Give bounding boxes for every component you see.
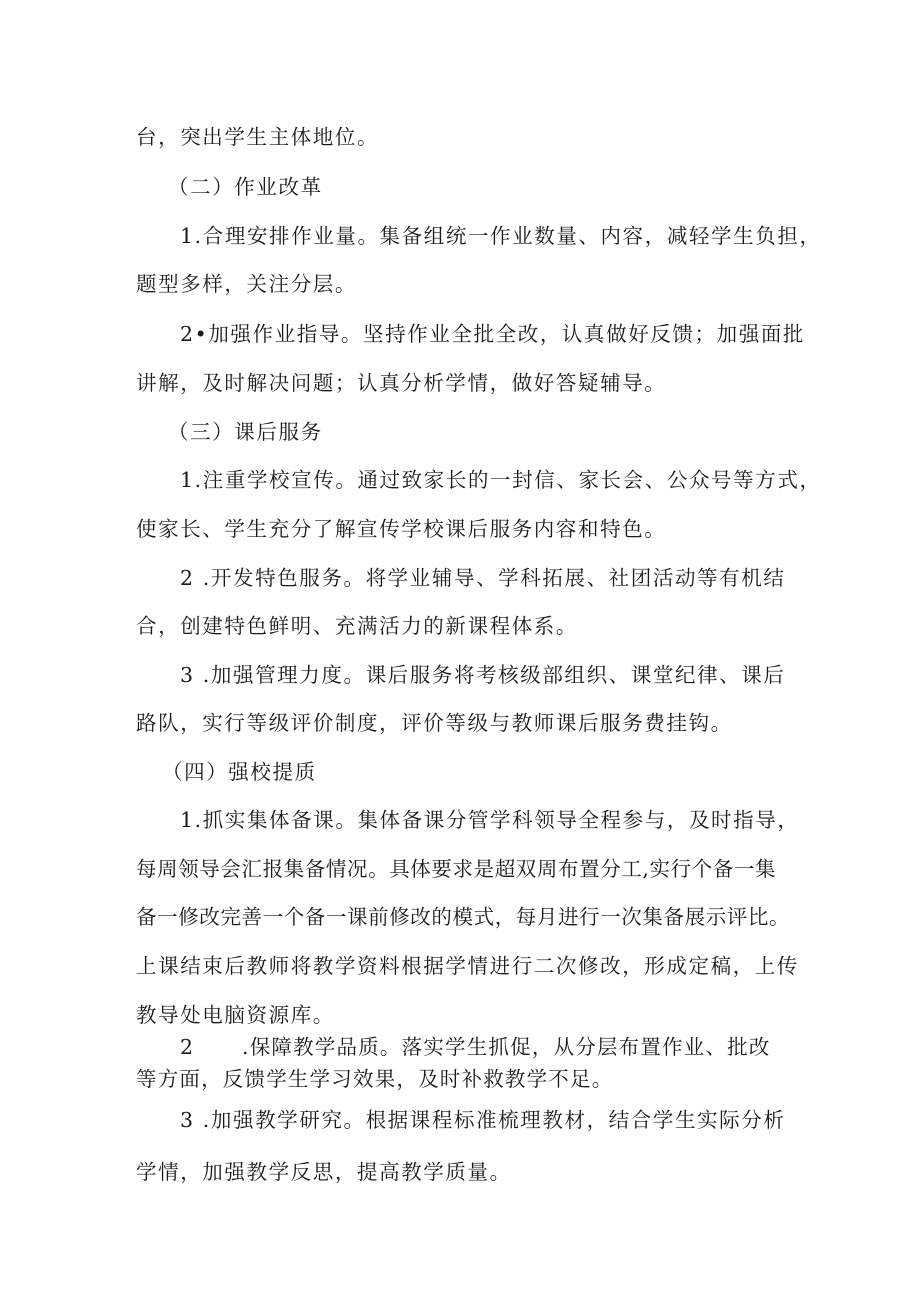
- text-line: 教导处电脑资源库。: [136, 1003, 335, 1027]
- text-line: 学情，加强教学反思，提高教学质量。: [136, 1160, 512, 1184]
- text-line: 3 .加强教学研究。根据课程标准梳理教材，结合学生实际分析: [180, 1108, 786, 1132]
- text-line: 2•加强作业指导。坚持作业全批全改，认真做好反馈；加强面批: [180, 322, 806, 346]
- text-line: 使家长、学生充分了解宣传学校课后服务内容和特色。: [136, 517, 667, 541]
- text-line: 每周领导会汇报集备情况。具体要求是超双周布置分工,实行个备一集: [136, 857, 777, 881]
- section-heading: （二）作业改革: [168, 175, 323, 199]
- text-line: 备一修改完善一个备一课前修改的模式，每月进行一次集备展示评比。: [136, 905, 791, 929]
- text-line: 题型多样，关注分层。: [136, 272, 357, 296]
- list-number: 2: [180, 1035, 195, 1059]
- section-heading: （三）课后服务: [168, 420, 323, 444]
- text-line: 上课结束后教师将教学资料根据学情进行二次修改，形成定稿，上传: [136, 954, 799, 978]
- text-line: .保障教学品质。落实学生抓促，从分层布置作业、批改: [242, 1035, 771, 1059]
- text-line: 路队，实行等级评价制度，评价等级与教师课后服务费挂钩。: [136, 711, 733, 735]
- text-line: 1.抓实集体备课。集体备课分管学科领导全程参与，及时指导，: [180, 808, 800, 832]
- text-line: 2 .开发特色服务。将学业辅导、学科拓展、社团活动等有机结: [180, 566, 786, 590]
- text-line: 讲解，及时解决问题；认真分析学情，做好答疑辅导。: [136, 371, 667, 395]
- text-line: 1.注重学校宣传。通过致家长的一封信、家长会、公众号等方式，: [180, 468, 822, 492]
- text-line: 等方面，反馈学生学习效果，及时补救教学不足。: [136, 1067, 614, 1091]
- section-heading: （四）强校提质: [162, 760, 317, 784]
- text-line: 3 .加强管理力度。课后服务将考核级部组织、课堂纪律、课后: [180, 663, 786, 687]
- text-line: 合，创建特色鲜明、充满活力的新课程体系。: [136, 614, 578, 638]
- text-line: 台，突出学生主体地位。: [136, 125, 380, 149]
- text-line: 1.合理安排作业量。集备组统一作业数量、内容，减轻学生负担，: [180, 224, 822, 248]
